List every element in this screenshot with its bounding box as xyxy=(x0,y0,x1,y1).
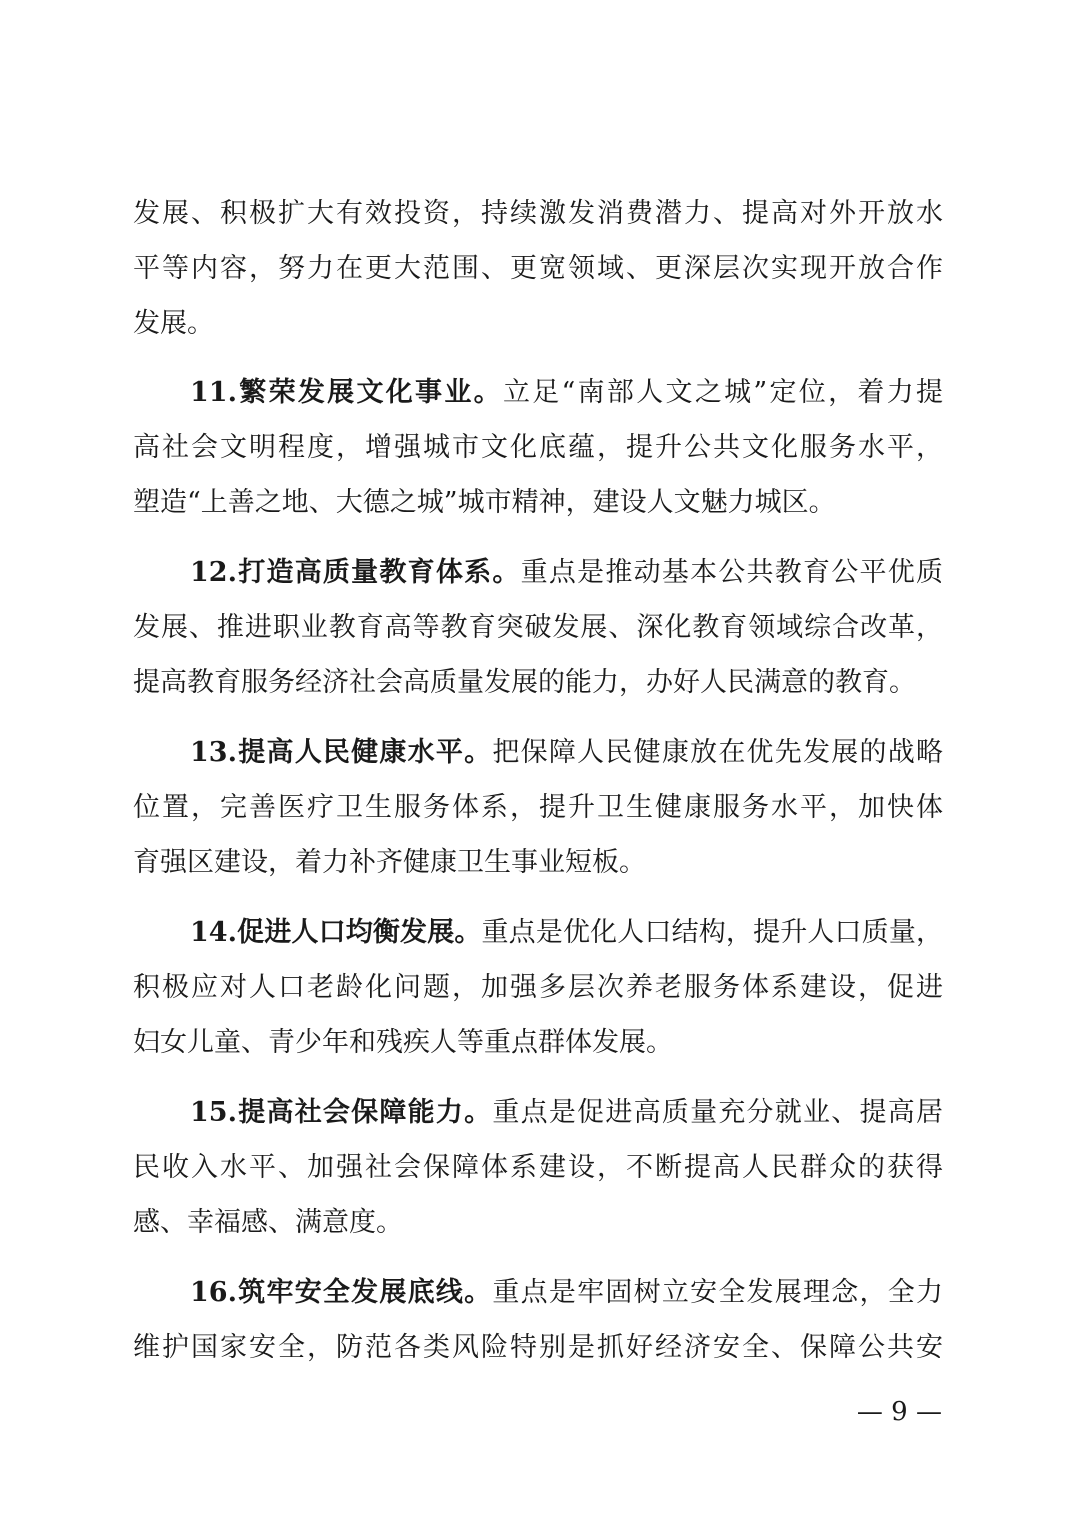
text-line xyxy=(133,1320,943,1375)
line-text: 积极应对人口老龄化问题，加强多层次养老服务体系建设，促进 xyxy=(133,972,943,1003)
paragraph-heading: 16.筑牢安全发展底线。 xyxy=(190,1277,493,1308)
line-text: 塑造“上善之地、大德之城”城市精神，建设人文魅力城区。 xyxy=(133,487,836,518)
continuation-paragraph xyxy=(133,186,943,351)
line-text: 感、幸福感、满意度。 xyxy=(133,1207,403,1238)
text-line xyxy=(133,835,943,890)
text-line xyxy=(133,296,943,351)
page-number: — 9 — xyxy=(856,1397,942,1427)
text-line xyxy=(133,600,943,655)
numbered-paragraph xyxy=(133,905,943,1070)
paragraph-heading: 15.提高社会保障能力。 xyxy=(190,1097,493,1128)
line-text: 维护国家安全，防范各类风险特别是抓好经济安全、保障公共安 xyxy=(133,1332,943,1363)
numbered-paragraph xyxy=(133,1265,943,1375)
text-line xyxy=(133,545,943,600)
line-text: 重点是促进高质量充分就业、提高居 xyxy=(492,1097,943,1128)
text-line xyxy=(133,241,943,296)
line-text: 重点是优化人口结构，提升人口质量， xyxy=(481,917,944,948)
paragraph-heading: 13.提高人民健康水平。 xyxy=(190,737,493,768)
line-text: 发展、积极扩大有效投资，持续激发消费潜力、提高对外开放水 xyxy=(133,198,943,229)
line-text: 重点是推动基本公共教育公平优质 xyxy=(520,557,943,588)
text-line xyxy=(133,1015,943,1070)
text-line xyxy=(133,1195,943,1250)
line-text: 提高教育服务经济社会高质量发展的能力，办好人民满意的教育。 xyxy=(133,667,916,698)
numbered-paragraph xyxy=(133,365,943,530)
line-text: 平等内容，努力在更大范围、更宽领域、更深层次实现开放合作 xyxy=(133,253,943,284)
line-text: 重点是牢固树立安全发展理念，全力 xyxy=(492,1277,943,1308)
line-text: 发展。 xyxy=(133,308,214,339)
numbered-paragraph xyxy=(133,1085,943,1250)
text-line xyxy=(133,365,943,420)
line-text: 妇女儿童、青少年和残疾人等重点群体发展。 xyxy=(133,1027,673,1058)
text-line xyxy=(133,475,943,530)
line-text: 发展、推进职业教育高等教育突破发展、深化教育领域综合改革， xyxy=(133,612,943,643)
text-line xyxy=(133,905,943,960)
text-line xyxy=(133,1140,943,1195)
paragraph-heading: 14.促进人口均衡发展。 xyxy=(190,917,482,948)
text-line xyxy=(133,420,943,475)
line-text: 立足“南部人文之城”定位，着力提 xyxy=(502,377,943,408)
line-text: 民收入水平、加强社会保障体系建设，不断提高人民群众的获得 xyxy=(133,1152,943,1183)
paragraph-heading: 11.繁荣发展文化事业。 xyxy=(190,377,503,408)
numbered-paragraph xyxy=(133,545,943,710)
text-line xyxy=(133,1085,943,1140)
text-line xyxy=(133,960,943,1015)
text-line xyxy=(133,1265,943,1320)
line-text: 把保障人民健康放在优先发展的战略 xyxy=(492,737,943,768)
line-text: 育强区建设，着力补齐健康卫生事业短板。 xyxy=(133,847,646,878)
line-text: 高社会文明程度，增强城市文化底蕴，提升公共文化服务水平， xyxy=(133,432,943,463)
numbered-paragraph xyxy=(133,725,943,890)
text-line xyxy=(133,780,943,835)
text-line xyxy=(133,725,943,780)
line-text: 位置，完善医疗卫生服务体系，提升卫生健康服务水平，加快体 xyxy=(133,792,943,823)
paragraph-heading: 12.打造高质量教育体系。 xyxy=(190,557,521,588)
text-line xyxy=(133,186,943,241)
text-line xyxy=(133,655,943,710)
